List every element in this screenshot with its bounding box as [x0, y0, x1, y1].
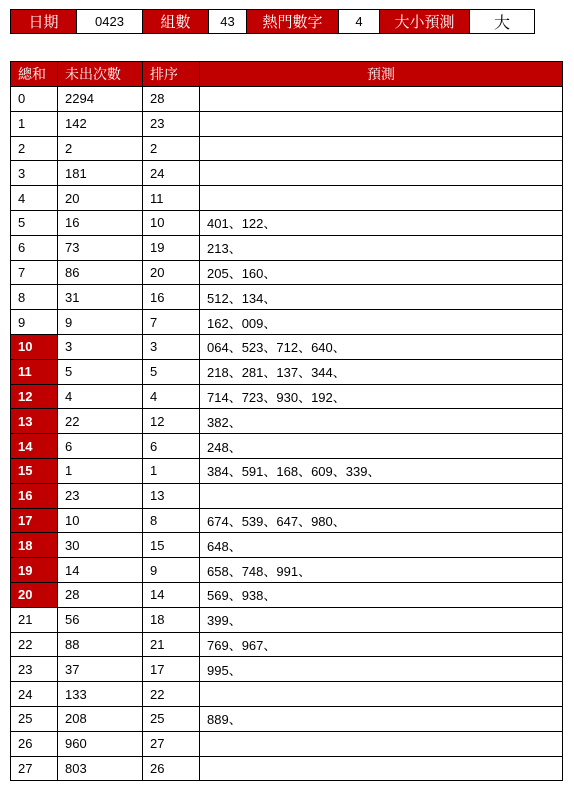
rank-cell: 23 [143, 111, 200, 136]
rank-cell: 15 [143, 533, 200, 558]
sum-cell: 13 [11, 409, 58, 434]
missed-count-cell: 5 [58, 359, 143, 384]
sum-cell: 18 [11, 533, 58, 558]
prediction-cell [200, 136, 563, 161]
table-row [11, 582, 563, 607]
table-row [11, 409, 563, 434]
missed-count-cell: 9 [58, 310, 143, 335]
prediction-cell: 401、122、 [200, 210, 563, 235]
table-row [11, 657, 563, 682]
sum-cell: 12 [11, 384, 58, 409]
table-row [11, 235, 563, 260]
size-prediction-label: 大小預測 [380, 10, 470, 34]
rank-cell: 14 [143, 582, 200, 607]
missed-count-cell: 208 [58, 706, 143, 731]
rank-cell: 5 [143, 359, 200, 384]
table-row [11, 434, 563, 459]
prediction-cell: 064、523、712、640、 [200, 334, 563, 359]
groups-label: 組數 [143, 10, 209, 34]
prediction-cell [200, 682, 563, 707]
missed-count-cell: 30 [58, 533, 143, 558]
table-row [11, 483, 563, 508]
sum-cell: 26 [11, 731, 58, 756]
sum-cell: 14 [11, 434, 58, 459]
table-row [11, 756, 563, 781]
sum-cell: 27 [11, 756, 58, 781]
rank-cell: 27 [143, 731, 200, 756]
sum-cell: 22 [11, 632, 58, 657]
rank-cell: 18 [143, 607, 200, 632]
sum-cell: 11 [11, 359, 58, 384]
table-row [11, 632, 563, 657]
missed-count-cell: 56 [58, 607, 143, 632]
table-row [11, 87, 563, 112]
rank-cell: 16 [143, 285, 200, 310]
prediction-cell: 213、 [200, 235, 563, 260]
rank-cell: 26 [143, 756, 200, 781]
table-header-row [11, 62, 563, 87]
rank-cell: 12 [143, 409, 200, 434]
missed-count-cell: 20 [58, 186, 143, 211]
sum-cell: 17 [11, 508, 58, 533]
missed-count-cell: 73 [58, 235, 143, 260]
table-row [11, 682, 563, 707]
prediction-cell: 648、 [200, 533, 563, 558]
prediction-cell: 205、160、 [200, 260, 563, 285]
missed-count-cell: 14 [58, 558, 143, 583]
prediction-cell: 569、938、 [200, 582, 563, 607]
rank-cell: 28 [143, 87, 200, 112]
prediction-cell: 889、 [200, 706, 563, 731]
missed-count-cell: 37 [58, 657, 143, 682]
table-row [11, 731, 563, 756]
table-row [11, 607, 563, 632]
table-row [11, 359, 563, 384]
prediction-cell: 714、723、930、192、 [200, 384, 563, 409]
prediction-cell: 658、748、991、 [200, 558, 563, 583]
header-rank: 排序 [143, 62, 200, 87]
table-row [11, 508, 563, 533]
header-prediction: 預測 [200, 62, 563, 87]
missed-count-cell: 6 [58, 434, 143, 459]
sum-cell: 25 [11, 706, 58, 731]
prediction-cell: 218、281、137、344、 [200, 359, 563, 384]
missed-count-cell: 181 [58, 161, 143, 186]
missed-count-cell: 4 [58, 384, 143, 409]
rank-cell: 22 [143, 682, 200, 707]
rank-cell: 9 [143, 558, 200, 583]
hot-number-label: 熱門數字 [247, 10, 339, 34]
prediction-cell: 512、134、 [200, 285, 563, 310]
rank-cell: 4 [143, 384, 200, 409]
header-missed-count: 未出次數 [58, 62, 143, 87]
missed-count-cell: 133 [58, 682, 143, 707]
hot-number-value: 4 [339, 10, 380, 34]
sum-cell: 7 [11, 260, 58, 285]
missed-count-cell: 10 [58, 508, 143, 533]
missed-count-cell: 86 [58, 260, 143, 285]
sum-cell: 23 [11, 657, 58, 682]
prediction-cell: 162、009、 [200, 310, 563, 335]
rank-cell: 24 [143, 161, 200, 186]
table-body [11, 87, 563, 781]
table-row [11, 384, 563, 409]
date-value: 0423 [77, 10, 143, 34]
prediction-cell [200, 756, 563, 781]
missed-count-cell: 3 [58, 334, 143, 359]
table-row [11, 210, 563, 235]
prediction-cell: 674、539、647、980、 [200, 508, 563, 533]
sum-cell: 4 [11, 186, 58, 211]
prediction-cell: 769、967、 [200, 632, 563, 657]
sum-cell: 3 [11, 161, 58, 186]
prediction-cell [200, 483, 563, 508]
rank-cell: 20 [143, 260, 200, 285]
prediction-cell: 384、591、168、609、339、 [200, 458, 563, 483]
table-row [11, 186, 563, 211]
table-row [11, 533, 563, 558]
missed-count-cell: 2 [58, 136, 143, 161]
sum-cell: 19 [11, 558, 58, 583]
rank-cell: 3 [143, 334, 200, 359]
missed-count-cell: 31 [58, 285, 143, 310]
rank-cell: 11 [143, 186, 200, 211]
table-row [11, 706, 563, 731]
table-row [11, 111, 563, 136]
sum-cell: 6 [11, 235, 58, 260]
sum-prediction-table [10, 61, 563, 781]
prediction-cell: 382、 [200, 409, 563, 434]
table-row [11, 136, 563, 161]
table-row [11, 285, 563, 310]
sum-cell: 24 [11, 682, 58, 707]
missed-count-cell: 1 [58, 458, 143, 483]
prediction-cell [200, 731, 563, 756]
sum-cell: 5 [11, 210, 58, 235]
header-sum: 總和 [11, 62, 58, 87]
rank-cell: 1 [143, 458, 200, 483]
rank-cell: 19 [143, 235, 200, 260]
missed-count-cell: 803 [58, 756, 143, 781]
groups-value: 43 [209, 10, 247, 34]
missed-count-cell: 23 [58, 483, 143, 508]
sum-cell: 1 [11, 111, 58, 136]
table-row [11, 458, 563, 483]
sum-cell: 8 [11, 285, 58, 310]
rank-cell: 8 [143, 508, 200, 533]
missed-count-cell: 960 [58, 731, 143, 756]
missed-count-cell: 22 [58, 409, 143, 434]
info-bar [10, 9, 535, 34]
rank-cell: 21 [143, 632, 200, 657]
missed-count-cell: 88 [58, 632, 143, 657]
prediction-cell: 248、 [200, 434, 563, 459]
sum-cell: 10 [11, 334, 58, 359]
prediction-cell [200, 161, 563, 186]
sum-cell: 20 [11, 582, 58, 607]
table-row [11, 310, 563, 335]
prediction-cell: 995、 [200, 657, 563, 682]
rank-cell: 7 [143, 310, 200, 335]
sum-cell: 9 [11, 310, 58, 335]
table-row [11, 334, 563, 359]
table-row [11, 558, 563, 583]
prediction-cell [200, 111, 563, 136]
rank-cell: 10 [143, 210, 200, 235]
missed-count-cell: 2294 [58, 87, 143, 112]
date-label: 日期 [11, 10, 77, 34]
missed-count-cell: 142 [58, 111, 143, 136]
rank-cell: 17 [143, 657, 200, 682]
sum-cell: 21 [11, 607, 58, 632]
table-row [11, 161, 563, 186]
table-row [11, 260, 563, 285]
rank-cell: 25 [143, 706, 200, 731]
sum-cell: 15 [11, 458, 58, 483]
sum-cell: 2 [11, 136, 58, 161]
missed-count-cell: 28 [58, 582, 143, 607]
rank-cell: 2 [143, 136, 200, 161]
rank-cell: 6 [143, 434, 200, 459]
prediction-cell [200, 186, 563, 211]
rank-cell: 13 [143, 483, 200, 508]
prediction-cell [200, 87, 563, 112]
missed-count-cell: 16 [58, 210, 143, 235]
sum-cell: 0 [11, 87, 58, 112]
prediction-cell: 399、 [200, 607, 563, 632]
sum-cell: 16 [11, 483, 58, 508]
size-prediction-value: 大 [470, 10, 535, 34]
